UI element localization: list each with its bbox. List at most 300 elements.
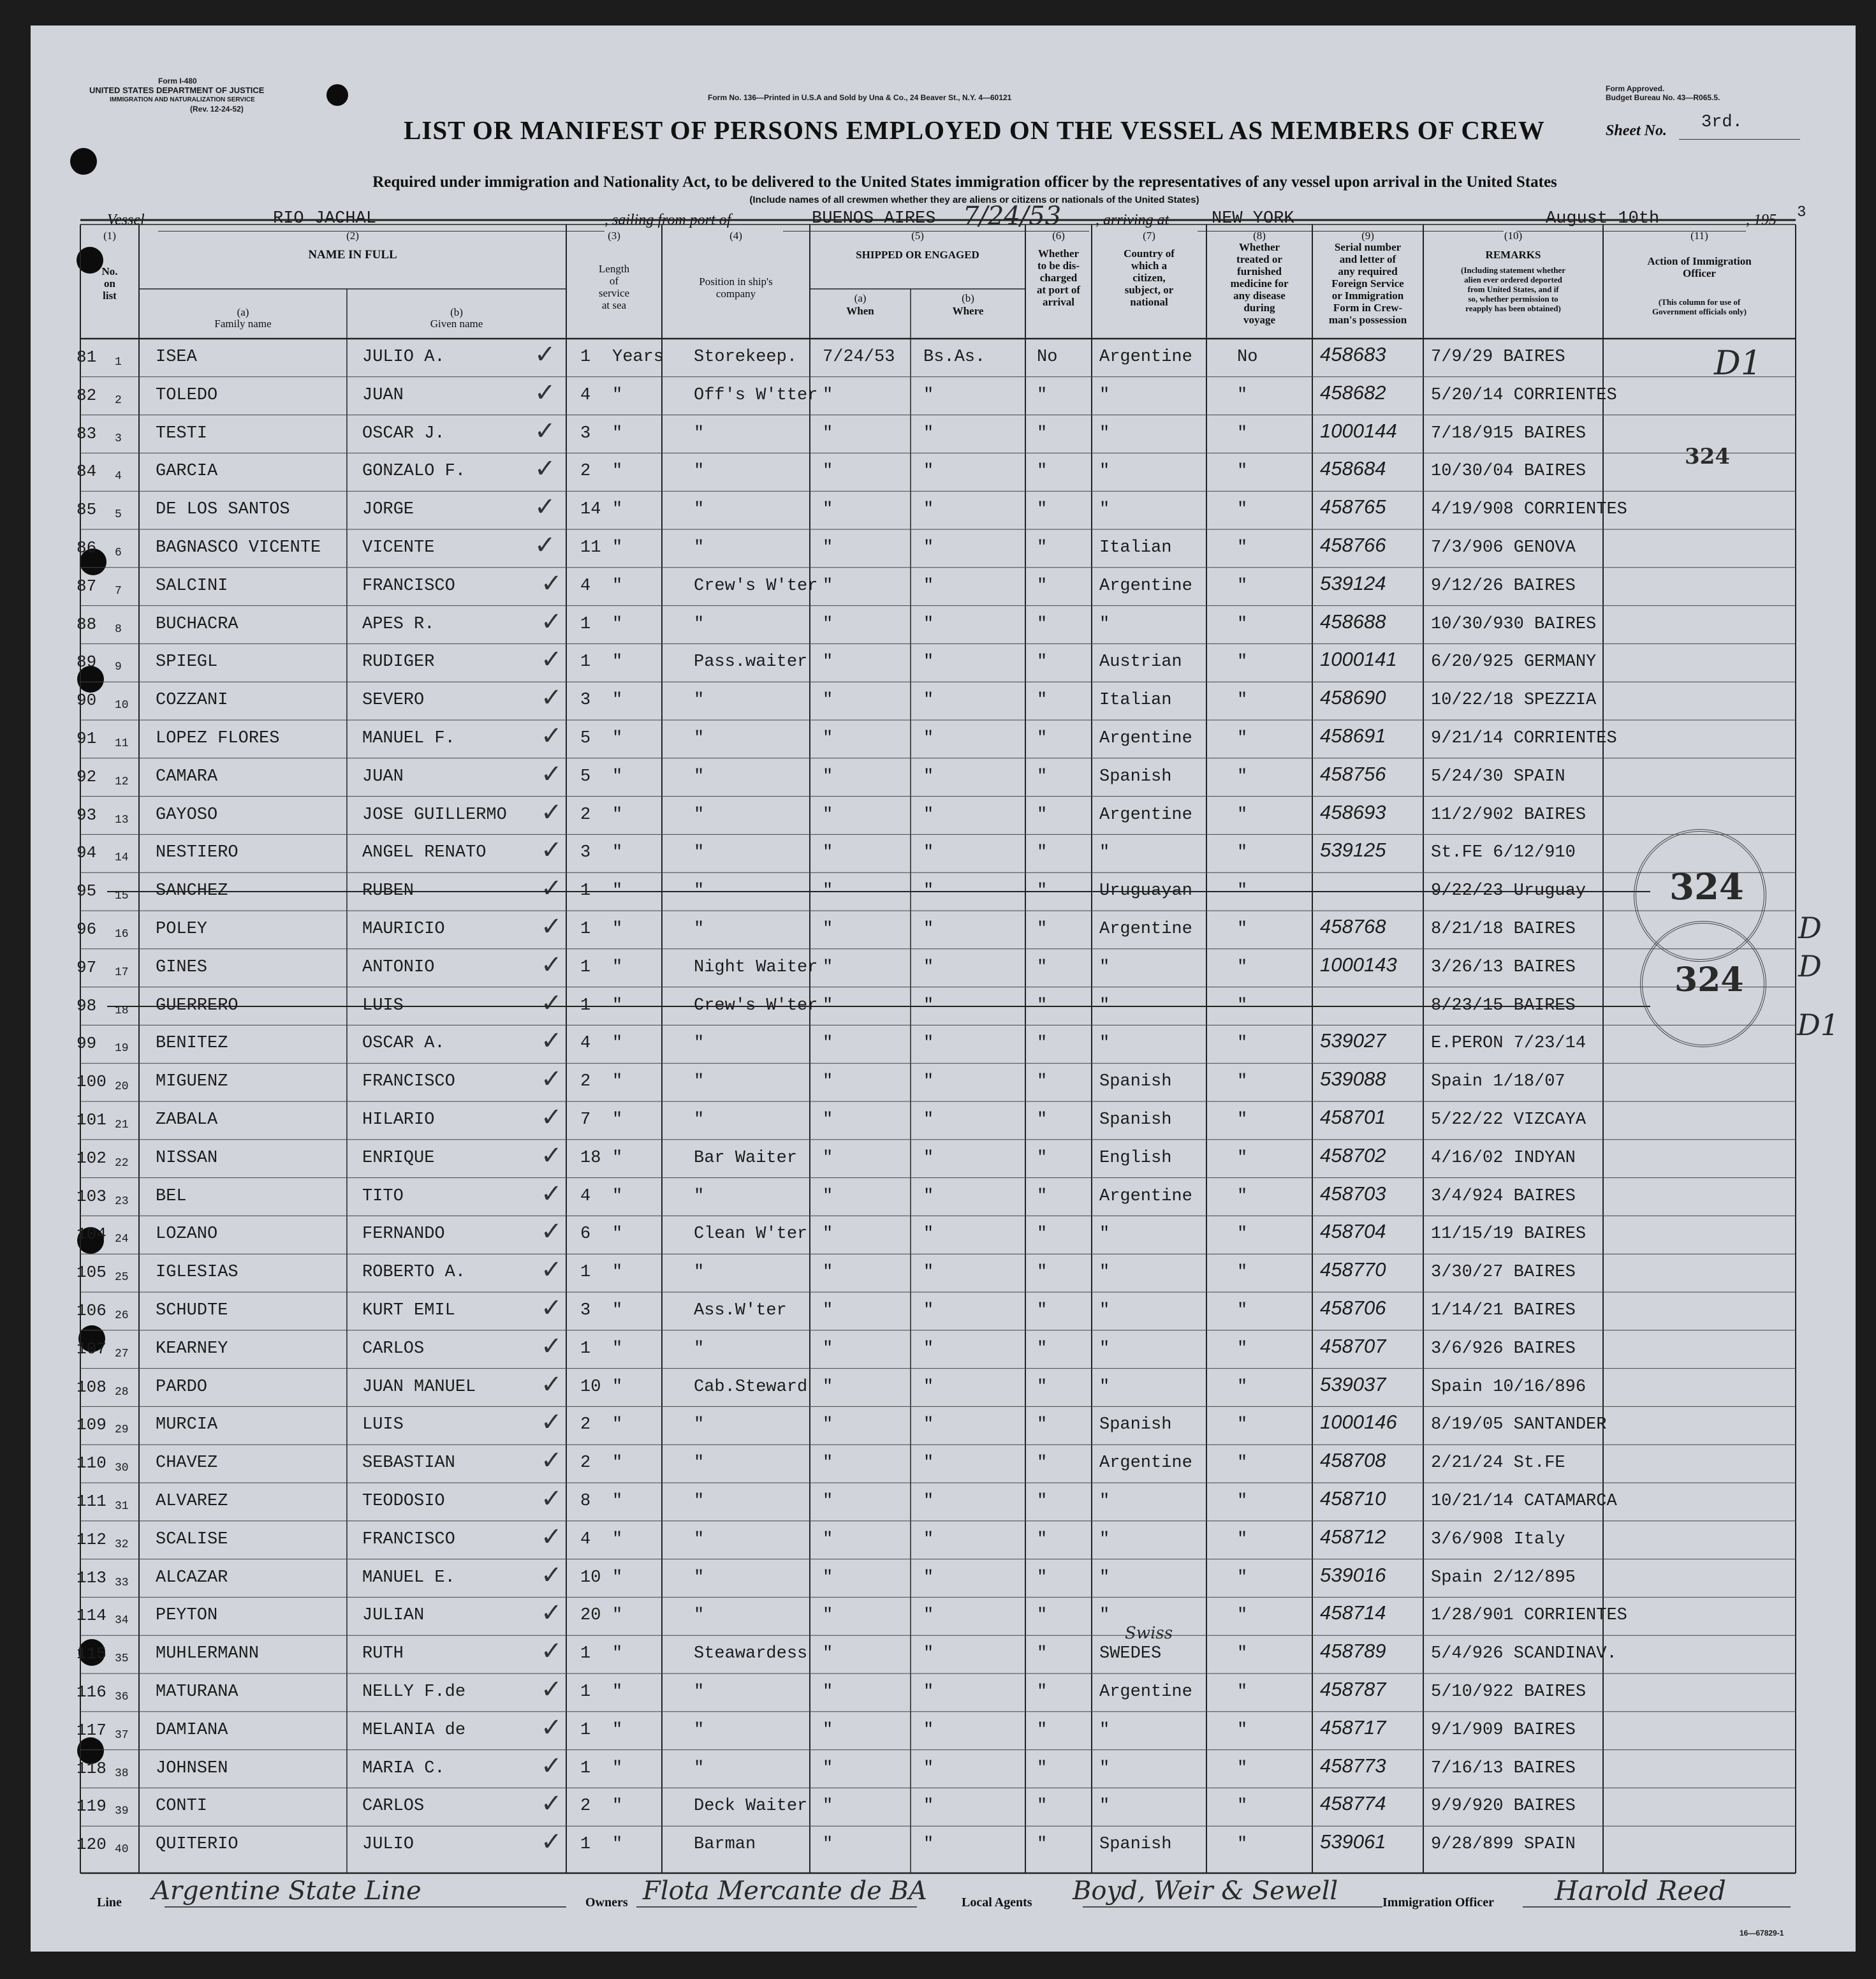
given-name-cell: JULIAN xyxy=(362,1606,425,1626)
family-name-cell: MUHLERMANN xyxy=(156,1644,260,1664)
nationality-cell: Spanish xyxy=(1099,1835,1172,1855)
serial-number-cell: 458773 xyxy=(1320,1754,1386,1777)
nationality-cell: " xyxy=(1099,1529,1110,1549)
service-unit-cell: " xyxy=(612,1644,623,1664)
remarks-cell: 5/4/926 SCANDINAV. xyxy=(1431,1644,1617,1664)
shipped-where-cell: " xyxy=(923,1492,934,1511)
discharge-cell: " xyxy=(1037,423,1048,443)
col3-header xyxy=(566,263,662,311)
strikethrough-line xyxy=(107,1006,1650,1007)
list-number-cell: 81 xyxy=(77,348,97,367)
shipped-when-cell: " xyxy=(823,1377,833,1397)
check-mark-icon: ✓ xyxy=(541,1789,562,1819)
shipped-where-cell: " xyxy=(923,462,934,482)
check-mark-icon: ✓ xyxy=(541,1179,562,1209)
serial-number-cell: 458702 xyxy=(1320,1144,1386,1166)
discharge-cell: " xyxy=(1037,1720,1048,1740)
given-name-cell: GONZALO F. xyxy=(362,462,466,482)
service-length-cell: 2 xyxy=(580,805,591,825)
medical-cell: " xyxy=(1237,614,1248,634)
officer-signature: Harold Reed xyxy=(1555,1875,1726,1906)
check-mark-icon: ✓ xyxy=(541,1026,562,1056)
nationality-cell: Argentine xyxy=(1099,348,1192,367)
position-cell: Pass.waiter xyxy=(694,652,808,672)
col4-header xyxy=(662,276,810,300)
discharge-cell: " xyxy=(1037,1186,1048,1206)
stamp-number: 324 xyxy=(1669,866,1744,908)
position-cell: " xyxy=(694,1415,705,1435)
list-number-cell: 110 xyxy=(77,1453,106,1473)
discharge-cell: " xyxy=(1037,1797,1048,1816)
service-length-cell: 7 xyxy=(580,1110,591,1129)
list-number-cell: 95 xyxy=(77,881,97,901)
medical-cell: " xyxy=(1237,767,1248,786)
shipped-where-cell: " xyxy=(923,1644,934,1664)
shipped-when-cell: " xyxy=(823,767,833,786)
family-name-cell: JOHNSEN xyxy=(156,1758,228,1778)
position-cell: " xyxy=(694,691,705,710)
service-unit-cell: " xyxy=(612,1072,623,1092)
serial-number-cell: 539037 xyxy=(1320,1372,1386,1395)
position-cell: " xyxy=(694,805,705,825)
col2b-header: Given name xyxy=(430,318,483,330)
nationality-cell: Argentine xyxy=(1099,576,1192,596)
remarks-cell: 9/22/23 Uruguay xyxy=(1431,881,1587,901)
position-cell: " xyxy=(694,1606,705,1626)
col8-header-line: Whether xyxy=(1238,241,1280,253)
original-number-cell: 31 xyxy=(115,1500,129,1513)
list-number-cell: 94 xyxy=(77,843,97,863)
service-length-cell: 1 xyxy=(580,1682,591,1702)
list-number-cell: 88 xyxy=(77,614,97,634)
crew-row xyxy=(31,1788,1856,1825)
form-approved: Form Approved. xyxy=(1606,84,1665,93)
crew-row xyxy=(31,1635,1856,1673)
medical-cell: No xyxy=(1237,348,1258,367)
shipped-where-cell: " xyxy=(923,729,934,748)
col6-header-line: charged xyxy=(1039,272,1078,284)
check-mark-icon: ✓ xyxy=(541,1751,562,1781)
check-mark-icon: ✓ xyxy=(541,1217,562,1247)
original-number-cell: 14 xyxy=(115,851,129,865)
departure-date: 7/24/53 xyxy=(963,202,1062,231)
position-cell: " xyxy=(694,729,705,748)
shipped-where-cell: " xyxy=(923,1148,934,1168)
crew-row xyxy=(31,1178,1856,1216)
col9-header xyxy=(1312,241,1423,326)
service-unit-cell: " xyxy=(612,1301,623,1320)
check-mark-icon: ✓ xyxy=(541,607,562,636)
nationality-cell: Italian xyxy=(1099,691,1172,710)
crew-row xyxy=(31,1750,1856,1788)
given-name-cell: JUAN xyxy=(362,767,404,786)
crew-row xyxy=(31,1330,1856,1368)
col7-header-line: Country of xyxy=(1124,247,1175,260)
given-name-cell: NELLY F.de xyxy=(362,1682,466,1702)
serial-number-cell: 458717 xyxy=(1320,1716,1386,1739)
list-number-cell: 97 xyxy=(77,957,97,977)
discharge-cell: " xyxy=(1037,1415,1048,1435)
officer-mark-d: D xyxy=(1798,911,1822,945)
vessel-name: RIO JACHAL xyxy=(273,209,377,228)
shipped-where-cell: " xyxy=(923,881,934,901)
shipped-when-cell: " xyxy=(823,1339,833,1358)
given-name-cell: RUBEN xyxy=(362,881,414,901)
shipped-where-cell: " xyxy=(923,957,934,977)
check-mark-icon: ✓ xyxy=(541,1560,562,1590)
nationality-cell: " xyxy=(1099,1263,1110,1283)
col8-header-line: furnished xyxy=(1237,265,1282,277)
medical-cell: " xyxy=(1237,691,1248,710)
given-name-cell: MANUEL F. xyxy=(362,729,455,748)
family-name-cell: PEYTON xyxy=(156,1606,218,1626)
shipped-when-cell: " xyxy=(823,1415,833,1435)
given-name-cell: OSCAR A. xyxy=(362,1034,445,1054)
discharge-cell: " xyxy=(1037,1034,1048,1054)
form-number: Form I-480 xyxy=(158,77,197,85)
check-mark-icon: ✓ xyxy=(541,1293,562,1323)
nationality-cell: " xyxy=(1099,385,1110,405)
budget-bureau: Budget Bureau No. 43—R065.5. xyxy=(1606,93,1720,102)
medical-cell: " xyxy=(1237,423,1248,443)
family-name-cell: COZZANI xyxy=(156,691,228,710)
medical-cell: " xyxy=(1237,1415,1248,1435)
list-number-cell: 101 xyxy=(77,1110,106,1129)
shipped-when-cell: " xyxy=(823,1720,833,1740)
shipped-where-cell: " xyxy=(923,1225,934,1244)
original-number-cell: 20 xyxy=(115,1080,129,1094)
medical-cell: " xyxy=(1237,843,1248,863)
medical-cell: " xyxy=(1237,1148,1248,1168)
check-mark-icon: ✓ xyxy=(534,378,556,408)
service-length-cell: 1 xyxy=(580,957,591,977)
shipped-where-cell: " xyxy=(923,1682,934,1702)
serial-number-cell: 458706 xyxy=(1320,1297,1386,1319)
family-name-cell: CONTI xyxy=(156,1797,208,1816)
discharge-cell: " xyxy=(1037,1606,1048,1626)
remarks-cell: 9/12/26 BAIRES xyxy=(1431,576,1576,596)
check-mark-icon: ✓ xyxy=(534,416,556,446)
check-mark-icon: ✓ xyxy=(541,1255,562,1285)
check-mark-icon: ✓ xyxy=(541,950,562,980)
nationality-cell: " xyxy=(1099,1797,1110,1816)
remarks-cell: 5/22/22 VIZCAYA xyxy=(1431,1110,1587,1129)
col3-header-line: Length xyxy=(598,263,630,275)
list-number-cell: 91 xyxy=(77,729,97,748)
check-mark-icon: ✓ xyxy=(541,1408,562,1438)
shipped-when-cell: " xyxy=(823,1453,833,1473)
crew-row xyxy=(31,606,1856,644)
list-number-cell: 92 xyxy=(77,767,97,786)
position-cell: " xyxy=(694,920,705,939)
discharge-cell: " xyxy=(1037,1377,1048,1397)
given-name-cell: LUIS xyxy=(362,1415,404,1435)
shipped-where-cell: " xyxy=(923,1263,934,1283)
service-unit-cell: " xyxy=(612,1110,623,1129)
shipped-when-cell: " xyxy=(823,1034,833,1054)
serial-number-cell: 539016 xyxy=(1320,1563,1386,1586)
col3-header-line: service xyxy=(598,287,630,299)
given-name-cell: JUAN MANUEL xyxy=(362,1377,476,1397)
serial-number-cell: 1000143 xyxy=(1320,953,1397,976)
given-name-cell: CARLOS xyxy=(362,1339,425,1358)
given-name-cell: JULIO A. xyxy=(362,348,445,367)
service-length-cell: 1 xyxy=(580,881,591,901)
list-number-cell: 84 xyxy=(77,462,97,482)
serial-number-cell: 458691 xyxy=(1320,725,1386,747)
discharge-cell: " xyxy=(1037,691,1048,710)
col10-note-line: so, whether permission to xyxy=(1468,294,1558,304)
shipped-when-cell: " xyxy=(823,1797,833,1816)
family-name-cell: TESTI xyxy=(156,423,208,443)
shipped-where-cell: " xyxy=(923,1415,934,1435)
remarks-cell: 9/21/14 CORRIENTES xyxy=(1431,729,1617,748)
remarks-cell: 10/21/14 CATAMARCA xyxy=(1431,1492,1617,1511)
position-cell: " xyxy=(694,1263,705,1283)
medical-cell: " xyxy=(1237,805,1248,825)
position-cell: " xyxy=(694,1492,705,1511)
given-name-cell: MELANIA de xyxy=(362,1720,466,1740)
serial-number-cell: 458768 xyxy=(1320,915,1386,938)
family-name-cell: QUITERIO xyxy=(156,1835,238,1855)
nationality-cell: " xyxy=(1099,957,1110,977)
original-number-cell: 10 xyxy=(115,699,129,712)
col8-header-line: medicine for xyxy=(1230,277,1289,290)
remarks-cell: 9/28/899 SPAIN xyxy=(1431,1835,1576,1855)
shipped-where-cell: " xyxy=(923,500,934,520)
medical-cell: " xyxy=(1237,652,1248,672)
strikethrough-line xyxy=(107,891,1650,892)
given-name-cell: JOSE GUILLERMO xyxy=(362,805,507,825)
service-unit-cell: " xyxy=(612,1606,623,1626)
medical-cell: " xyxy=(1237,1339,1248,1358)
given-name-cell: MAURICIO xyxy=(362,920,445,939)
medical-cell: " xyxy=(1237,1377,1248,1397)
family-name-cell: SALCINI xyxy=(156,576,228,596)
crew-row xyxy=(31,834,1856,872)
service-unit-cell: " xyxy=(612,1415,623,1435)
shipped-where-cell: " xyxy=(923,1720,934,1740)
given-name-cell: JULIO xyxy=(362,1835,414,1855)
col10-note xyxy=(1423,265,1603,313)
shipped-when-cell: " xyxy=(823,1568,833,1587)
serial-number-cell: 458756 xyxy=(1320,762,1386,785)
crew-row xyxy=(31,568,1856,605)
service-length-cell: 1 xyxy=(580,920,591,939)
officer-mark-number: 324 xyxy=(1685,444,1730,469)
medical-cell: " xyxy=(1237,1110,1248,1129)
col5a-letter: (a) xyxy=(854,292,867,304)
original-number-cell: 32 xyxy=(115,1538,129,1551)
remarks-cell: 5/24/30 SPAIN xyxy=(1431,767,1565,786)
family-name-cell: GINES xyxy=(156,957,208,977)
medical-cell: " xyxy=(1237,1529,1248,1549)
col11-note xyxy=(1603,297,1796,316)
list-number-cell: 115 xyxy=(77,1644,106,1664)
departure-port: BUENOS AIRES xyxy=(812,209,936,228)
col2b-letter: (b) xyxy=(450,306,463,318)
remarks-cell: 6/20/925 GERMANY xyxy=(1431,652,1597,672)
service-length-cell: 20 xyxy=(580,1606,601,1626)
col10-note-line: alien ever ordered deported xyxy=(1464,275,1562,284)
original-number-cell: 4 xyxy=(115,470,122,483)
col9-header-line: Foreign Service xyxy=(1331,277,1404,290)
position-cell: " xyxy=(694,1720,705,1740)
crew-row xyxy=(31,529,1856,567)
service-length-cell: 14 xyxy=(580,500,601,520)
list-number-cell: 108 xyxy=(77,1377,106,1397)
col9-header-line: Serial number xyxy=(1334,241,1402,253)
given-name-cell: MARIA C. xyxy=(362,1758,445,1778)
check-mark-icon: ✓ xyxy=(541,759,562,789)
crew-row xyxy=(31,1445,1856,1482)
col10-number: (10) xyxy=(1504,230,1523,242)
col11-header-line: Action of Immigration xyxy=(1647,255,1752,267)
position-cell: Crew's W'ter xyxy=(694,996,818,1015)
list-number-cell: 120 xyxy=(77,1835,106,1855)
service-unit-cell: " xyxy=(612,691,623,710)
list-number-cell: 82 xyxy=(77,385,97,405)
discharge-cell: " xyxy=(1037,1301,1048,1320)
shipped-when-cell: " xyxy=(823,1072,833,1092)
shipped-where-cell: " xyxy=(923,576,934,596)
crew-row xyxy=(31,644,1856,681)
crew-row xyxy=(31,377,1856,415)
nationality-cell: " xyxy=(1099,1377,1110,1397)
service-length-cell: 3 xyxy=(580,691,591,710)
service-length-cell: 8 xyxy=(580,1492,591,1511)
list-number-cell: 85 xyxy=(77,500,97,520)
remarks-cell: 11/15/19 BAIRES xyxy=(1431,1225,1587,1244)
serial-number-cell: 1000141 xyxy=(1320,648,1397,671)
service-unit-cell: " xyxy=(612,1492,623,1511)
original-number-cell: 9 xyxy=(115,661,122,674)
service-unit-cell: " xyxy=(612,538,623,557)
discharge-cell: " xyxy=(1037,1835,1048,1855)
discharge-cell: " xyxy=(1037,500,1048,520)
nationality-cell: " xyxy=(1099,1758,1110,1778)
discharge-cell: " xyxy=(1037,1339,1048,1358)
shipped-when-cell: " xyxy=(823,1263,833,1283)
serial-number-cell: 539061 xyxy=(1320,1830,1386,1853)
officer-label: Immigration Officer xyxy=(1382,1895,1494,1909)
service-length-cell: 11 xyxy=(580,538,601,557)
position-cell: Storekeep. xyxy=(694,348,798,367)
shipped-where-cell: " xyxy=(923,1110,934,1129)
nationality-cell: " xyxy=(1099,1301,1110,1320)
position-cell: Crew's W'ter xyxy=(694,576,818,596)
medical-cell: " xyxy=(1237,881,1248,901)
position-cell: Off's W'tter xyxy=(694,385,818,405)
shipped-where-cell: " xyxy=(923,1606,934,1626)
remarks-cell: 10/22/18 SPEZZIA xyxy=(1431,691,1597,710)
crew-row xyxy=(31,1369,1856,1406)
medical-cell: " xyxy=(1237,500,1248,520)
shipped-where-cell: " xyxy=(923,1797,934,1816)
shipped-where-cell: " xyxy=(923,1568,934,1587)
given-name-cell: TITO xyxy=(362,1186,404,1206)
shipped-where-cell: " xyxy=(923,805,934,825)
service-length-cell: 3 xyxy=(580,1301,591,1320)
medical-cell: " xyxy=(1237,1758,1248,1778)
original-number-cell: 23 xyxy=(115,1195,129,1208)
col6-header xyxy=(1025,247,1092,308)
family-name-cell: CAMARA xyxy=(156,767,218,786)
sheet-number: 3rd. xyxy=(1701,113,1743,132)
original-number-cell: 34 xyxy=(115,1614,129,1628)
check-mark-icon: ✓ xyxy=(534,492,556,522)
service-unit-cell: " xyxy=(612,920,623,939)
list-number-cell: 114 xyxy=(77,1606,106,1626)
family-name-cell: IGLESIAS xyxy=(156,1263,238,1283)
list-number-cell: 117 xyxy=(77,1720,106,1740)
serial-number-cell: 458774 xyxy=(1320,1792,1386,1815)
list-number-cell: 104 xyxy=(77,1225,106,1244)
service-unit-cell: " xyxy=(612,1568,623,1587)
serial-number-cell: 458765 xyxy=(1320,496,1386,519)
check-mark-icon: ✓ xyxy=(541,1331,562,1361)
crew-row xyxy=(31,682,1856,719)
position-cell: " xyxy=(694,1453,705,1473)
list-number-cell: 89 xyxy=(77,652,97,672)
medical-cell: " xyxy=(1237,1225,1248,1244)
service-length-cell: 18 xyxy=(580,1148,601,1168)
serial-number-cell: 458770 xyxy=(1320,1258,1386,1281)
position-cell: Steawardess xyxy=(694,1644,808,1664)
crew-row xyxy=(31,1254,1856,1291)
service-unit-cell: " xyxy=(612,1682,623,1702)
check-mark-icon: ✓ xyxy=(541,1064,562,1094)
service-unit-cell: " xyxy=(612,843,623,863)
list-number-cell: 113 xyxy=(77,1568,106,1587)
serial-number-cell: 539027 xyxy=(1320,1029,1386,1052)
family-name-cell: SANCHEZ xyxy=(156,881,228,901)
service-unit-cell: " xyxy=(612,1263,623,1283)
service-length-cell: 2 xyxy=(580,462,591,482)
service-unit-cell: " xyxy=(612,1339,623,1358)
shipped-where-cell: " xyxy=(923,920,934,939)
discharge-cell: " xyxy=(1037,1492,1048,1511)
check-mark-icon: ✓ xyxy=(534,531,556,560)
shipped-when-cell: " xyxy=(823,805,833,825)
discharge-cell: " xyxy=(1037,1568,1048,1587)
list-number-cell: 109 xyxy=(77,1415,106,1435)
discharge-cell: No xyxy=(1037,348,1058,367)
original-number-cell: 33 xyxy=(115,1576,129,1589)
service-length-cell: 3 xyxy=(580,843,591,863)
serial-number-cell: 458682 xyxy=(1320,381,1386,404)
given-name-cell: ANTONIO xyxy=(362,957,435,977)
nationality-cell: " xyxy=(1099,1225,1110,1244)
family-name-cell: ALCAZAR xyxy=(156,1568,228,1587)
list-number-cell: 99 xyxy=(77,1034,97,1054)
col7-header-line: subject, or xyxy=(1124,284,1174,296)
list-number-cell: 116 xyxy=(77,1682,106,1702)
original-number-cell: 37 xyxy=(115,1728,129,1742)
officer-mark-d1: D1 xyxy=(1714,344,1762,383)
check-mark-icon: ✓ xyxy=(541,1827,562,1857)
discharge-cell: " xyxy=(1037,1644,1048,1664)
list-number-cell: 98 xyxy=(77,996,97,1015)
service-unit-cell: Years xyxy=(612,348,664,367)
service-unit-cell: " xyxy=(612,500,623,520)
shipped-when-cell: " xyxy=(823,538,833,557)
nationality-cell: " xyxy=(1099,1606,1110,1626)
nationality-cell: " xyxy=(1099,1492,1110,1511)
serial-number-cell: 539125 xyxy=(1320,839,1386,862)
original-number-cell: 25 xyxy=(115,1271,129,1284)
arriving-label: , arriving at xyxy=(1096,212,1169,228)
